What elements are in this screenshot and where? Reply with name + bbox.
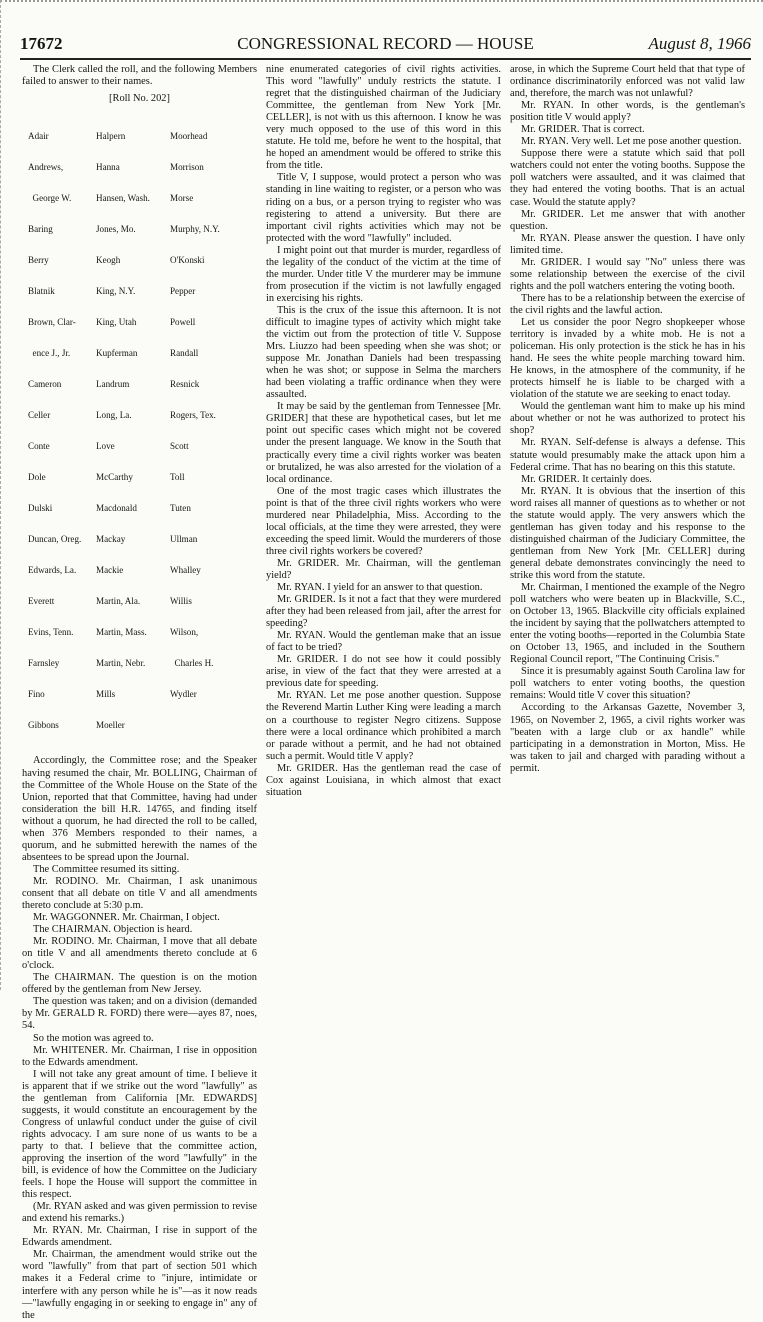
paragraph: Mr. GRIDER. It certainly does. <box>521 473 652 485</box>
roll-number: [Roll No. 202] <box>109 93 170 105</box>
roll-name: Edwards, La. <box>28 565 77 576</box>
roll-name: Fino <box>28 689 45 700</box>
roll-name: Moeller <box>96 720 125 731</box>
paragraph: There has to be a relationship between the exercise of the civil rights and the lawful action. <box>510 292 745 316</box>
paragraph: Mr. GRIDER. That is correct. <box>521 124 645 136</box>
paragraph: This is the crux of the issue this afternoon. It is not difficult to imagine types of activity which might take the victim out from the protection of title V. Suppose Mrs. Liuzzo had been speeding when she was shot; or suppose Mr. Jonathan Daniels had been trespassing when he was shot; or suppose in Selma the marchers had been violating a traffic ordinance when they were assaulted. <box>266 304 501 401</box>
roll-name: Mackie <box>96 565 124 576</box>
paragraph: Accordingly, the Committee rose; and the Speaker having resumed the chair, Mr. BOLLING, Chairman of the Committee of the Whole House on the State of the Union, reported that that Committee, having had under consideration the bill H.R. 14765, and finding itself without a quorum, he had directed the roll to be called, when 376 Members responded to their names, a quorum, and he submitted herewith the names of the absentees to be spread upon the Journal. <box>22 755 257 863</box>
roll-name: Toll <box>170 472 185 483</box>
roll-name: Mackay <box>96 534 126 545</box>
roll-name: McCarthy <box>96 472 133 483</box>
roll-name: Scott <box>170 441 189 452</box>
paragraph: Mr. RYAN. Please answer the question. I have only limited time. <box>510 232 745 256</box>
roll-name: Dole <box>28 472 46 483</box>
column-2 <box>266 64 501 799</box>
roll-column-a <box>28 110 90 751</box>
roll-name: Halpern <box>96 130 126 141</box>
roll-name: Kupferman <box>96 348 138 359</box>
roll-name: Dulski <box>28 503 53 514</box>
roll-name: Everett <box>28 596 55 607</box>
paragraph: The Committee resumed its sitting. <box>33 863 180 875</box>
paragraph: The CHAIRMAN. The question is on the motion offered by the gentleman from New Jersey. <box>22 972 257 996</box>
roll-name: George W. <box>28 192 72 203</box>
roll-name: Keogh <box>96 254 121 265</box>
paragraph: Mr. RYAN. I yield for an answer to that question. <box>277 582 483 594</box>
paragraph: Suppose there were a statute which said that poll watchers could not enter the voting booths. Suppose the poll watchers were assaulted, and it was claimed that they had entered the voting booths. That is an actual case. Would the statute apply? <box>510 148 745 208</box>
roll-name: Cameron <box>28 379 62 390</box>
roll-name: Morrison <box>170 161 204 172</box>
roll-name: Pepper <box>170 285 196 296</box>
roll-name: ence J., Jr. <box>28 348 71 359</box>
roll-name: Resnick <box>170 379 200 390</box>
paragraph: According to the Arkansas Gazette, November 3, 1965, on November 2, 1965, a civil rights worker was "beaten with a large club or ax handle" while participating in a demonstration in Morton, Miss. He was taken to jail and charged with parading without a permit. <box>510 702 745 774</box>
paragraph: Mr. Chairman, I mentioned the example of the Negro poll watchers who were beaten up in Blackville, S.C., on October 13, 1965. Blackville city officials explained the incident by saying that the pollwatchers attempted to enter the voting booths—reported in the Columbia State on October 13, 1965, and included in the Southern Regional Council report, "The Continuing Crisis." <box>510 582 745 666</box>
roll-name: Conte <box>28 441 50 452</box>
roll-name: Whalley <box>170 565 201 576</box>
paragraph: One of the most tragic cases which illustrates the point is that of the three civil rights workers who were murdered near Philadelphia, Miss. According to the local officials, at the time they were arrested, they were exceeding the speed limit. Would the murderers of those three civil rights workers be covered? <box>266 485 501 557</box>
roll-name: King, N.Y. <box>96 285 136 296</box>
paragraph: Mr. RYAN. Mr. Chairman, I rise in support of the Edwards amendment. <box>22 1225 257 1249</box>
paragraph: I might point out that murder is murder, regardless of the legality of the conduct of the victim at the time of the murder. Under title V the murderer may be immune from prosecution if the victim is not lawfully engaged in exercising his rights. <box>266 244 501 304</box>
roll-call-list <box>28 110 257 751</box>
roll-name: Brown, Clar- <box>28 317 76 328</box>
scan-left-edge <box>0 0 4 990</box>
roll-name: Murphy, N.Y. <box>170 223 220 234</box>
paragraph: Mr. RYAN. Would the gentleman make that an issue of fact to be tried? <box>266 630 501 654</box>
roll-name: Gibbons <box>28 720 59 731</box>
roll-column-c <box>170 110 250 751</box>
paragraph: So the motion was agreed to. <box>33 1032 154 1044</box>
column-1 <box>22 64 257 1322</box>
paragraph: Since it is presumably against South Carolina law for poll watchers to enter voting booths, the question remains: Would title V cover this situation? <box>510 666 745 702</box>
roll-name: Hanna <box>96 161 120 172</box>
paragraph: Mr. RODINO. Mr. Chairman, I move that all debate on title V and all amendments thereto conclude at 6 o'clock. <box>22 936 257 972</box>
publication-title: CONGRESSIONAL RECORD — HOUSE <box>237 34 534 53</box>
roll-name: Wydler <box>170 689 197 700</box>
paragraph: Mr. GRIDER. I would say "No" unless there was some relationship between the exercise of the civil rights and the poll watchers entering the voting booth. <box>510 256 745 292</box>
paragraph: nine enumerated categories of civil rights activities. This word "lawfully" unduly restricts the statute. I regret that the distinguished chairman of the Judiciary Committee, the gentleman from New York [Mr. CELLER], is not with us this afternoon. I know he was very much opposed to the use of this word in this statute. He told me, before he went to the hospital, that he hoped an amendment would be offered to strike this from the title. <box>266 64 501 172</box>
page-date: August 8, 1966 <box>648 34 751 53</box>
paragraph: Mr. RYAN. It is obvious that the insertion of this word raises all manner of questions as to whether or not the statute would apply. The very answers which the gentleman has given today and his response to the distinguished chairman of the Judiciary Committee, the gentleman from New York [Mr. CELLER] during general debate demonstrates convincingly the need to strike this word from the statute. <box>510 485 745 581</box>
paragraph: It may be said by the gentleman from Tennessee [Mr. GRIDER] that these are hypothetical cases, but let me point out specific cases which might not be covered under the present language. We know in the South that practically every time a civil rights worker was beaten or brutalized, he was also arrested for the violation of a local ordinance. <box>266 401 501 485</box>
paragraph: Mr. WAGGONNER. Mr. Chairman, I object. <box>33 912 220 924</box>
roll-name: Evins, Tenn. <box>28 627 74 638</box>
roll-name: Willis <box>170 596 192 607</box>
paragraph: Mr. RYAN. Very well. Let me pose another question. <box>521 136 742 148</box>
roll-name: Powell <box>170 317 196 328</box>
roll-name: Duncan, Oreg. <box>28 534 82 545</box>
roll-name: Farnsley <box>28 658 60 669</box>
roll-name: Jones, Mo. <box>96 223 136 234</box>
roll-name: O'Konski <box>170 254 205 265</box>
paragraph: Mr. GRIDER. Mr. Chairman, will the gentleman yield? <box>266 557 501 581</box>
roll-name: Charles H. <box>170 658 214 669</box>
roll-name: Landrum <box>96 379 130 390</box>
paragraph: arose, in which the Supreme Court held that that type of ordinance discriminatorily enforced was not valid law and, therefore, the march was not unlawful? <box>510 64 745 100</box>
roll-name: Martin, Mass. <box>96 627 147 638</box>
header-rule <box>20 58 751 60</box>
paragraph: Mr. GRIDER. I do not see how it could possibly arise, in view of the fact that they were arrested at a previous date for speeding. <box>266 654 501 690</box>
roll-column-b <box>96 110 164 751</box>
column-3 <box>510 64 745 775</box>
paragraph: Mr. RYAN. Let me pose another question. Suppose the Reverend Martin Luther King were leading a march on a courthouse to register Negro citizens. Suppose there were a local ordinance which prohibited a march or parade without a permit, and he had not obtained such a permit. Would title V apply? <box>266 690 501 762</box>
roll-name: Adair <box>28 130 49 141</box>
roll-name: Ullman <box>170 534 198 545</box>
paragraph: The CHAIRMAN. Objection is heard. <box>33 924 193 936</box>
roll-name: Baring <box>28 223 53 234</box>
roll-name: Long, La. <box>96 410 132 421</box>
paragraph: The question was taken; and on a division (demanded by Mr. GERALD R. FORD) there were—ayes 87, noes, 54. <box>22 996 257 1032</box>
roll-name: Celler <box>28 410 51 421</box>
roll-name: Randall <box>170 348 199 359</box>
roll-name: Blatnik <box>28 285 55 296</box>
roll-name: Andrews, <box>28 161 64 172</box>
paragraph: Mr. RYAN. Self-defense is always a defense. This statute would presumably make the attack upon him a Federal crime. That has no bearing on this this statute. <box>510 437 745 473</box>
paragraph: Mr. RODINO. Mr. Chairman, I ask unanimous consent that all debate on title V and all amendments thereto conclude at 5:30 p.m. <box>22 875 257 912</box>
paragraph: Mr. Chairman, the amendment would strike out the word "lawfully" from that part of section 501 which makes it a Federal crime to "injure, intimidate or interfere with any person while he is"—as it now reads—"lawfully engaging in or seeking to engage in" any of the <box>22 1249 257 1321</box>
paragraph: The Clerk called the roll, and the following Members failed to answer to their names. <box>22 64 257 88</box>
roll-name: Tuten <box>170 503 191 514</box>
paragraph: Mr. GRIDER. Let me answer that with another question. <box>510 208 745 232</box>
paragraph: Mr. WHITENER. Mr. Chairman, I rise in opposition to the Edwards amendment. <box>22 1044 257 1068</box>
paragraph: Title V, I suppose, would protect a person who was standing in line waiting to register, or a person who was riding on a bus, or a person trying to register who was registering to attend a university. But there are important civil rights activities which may not be protected with the word "lawfully" included. <box>266 172 501 244</box>
paragraph: Would the gentleman want him to make up his mind about whether or not he was authorized to protect his shop? <box>510 401 745 437</box>
paragraph: Mr. RYAN. In other words, is the gentleman's position title V would apply? <box>510 100 745 124</box>
roll-name: Rogers, Tex. <box>170 410 216 421</box>
page-header <box>20 34 751 56</box>
paragraph: Mr. GRIDER. Has the gentleman read the case of Cox against Louisiana, in which almost that exact situation <box>266 762 501 798</box>
page-number: 17672 <box>20 34 63 53</box>
paragraph: I will not take any great amount of time. I believe it is apparent that if we strike out the word "lawfully" as the gentleman from California [Mr. EDWARDS] suggests, it would constitute an encouragement by the Congress of unlawful conduct under the guise of civil rights advocacy. I am sure none of us wants to be a party to that. I believe that the committee action, approving the insertion of the word "lawfully" in the bill, is evidence of how the Committee on the Judiciary feels. I hope the House will support the committee in this respect. <box>22 1068 257 1201</box>
paragraph: Let us consider the poor Negro shopkeeper whose territory is invaded by a white mob. He is not a policeman. His only protection is the stick he has in his hand. He sees the white people marching toward him. He knows, in the atmosphere of the community, if he protects himself he is liable to be charged with a violation of the statute we are seeking to enact today. <box>510 316 745 401</box>
roll-name: Hansen, Wash. <box>96 192 150 203</box>
paragraph: Mr. GRIDER. Is it not a fact that they were murdered after they had been released from jail, after the arrest for speeding? <box>266 594 501 630</box>
scan-top-edge <box>0 0 763 10</box>
roll-name: King, Utah <box>96 317 137 328</box>
paragraph: (Mr. RYAN asked and was given permission to revise and extend his remarks.) <box>22 1201 257 1225</box>
roll-name: Martin, Ala. <box>96 596 141 607</box>
roll-name: Moorhead <box>170 130 208 141</box>
roll-name: Morse <box>170 192 194 203</box>
roll-name: Berry <box>28 254 49 265</box>
roll-name: Martin, Nebr. <box>96 658 146 669</box>
roll-name: Wilson, <box>170 627 199 638</box>
roll-name: Macdonald <box>96 503 137 514</box>
roll-name: Mills <box>96 689 116 700</box>
roll-name: Love <box>96 441 115 452</box>
